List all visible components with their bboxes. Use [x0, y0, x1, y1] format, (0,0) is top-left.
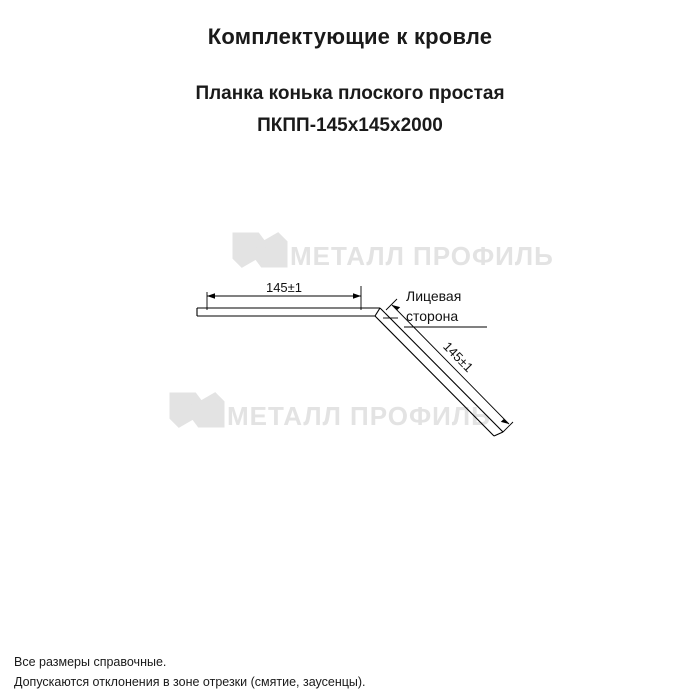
footnote-line-1: Все размеры справочные.: [14, 655, 167, 669]
face-label-line2: сторона: [406, 308, 459, 324]
header-titles: [0, 22, 700, 140]
dimension-top-label: 145±1: [265, 280, 303, 295]
technical-drawing: [0, 170, 700, 500]
page-title: Комплектующие к кровле: [207, 24, 493, 49]
footnote-line-2: Допускаются отклонения в зоне отрезки (смятие, заусенцы).: [14, 675, 366, 689]
product-name: Планка конька плоского простая: [195, 83, 505, 104]
watermark-text: МЕТАЛЛ ПРОФИЛЬ: [290, 241, 554, 271]
watermark-top: [234, 234, 554, 271]
face-label: [404, 288, 487, 327]
drawing-svg: [0, 170, 700, 500]
dimension-diagonal-label: 145±1: [440, 338, 477, 375]
footnotes: [14, 652, 684, 692]
product-code: ПКПП-145х145х2000: [257, 115, 443, 136]
watermark-bottom: [171, 394, 491, 431]
watermark-text-2: МЕТАЛЛ ПРОФИЛЬ: [227, 401, 491, 431]
face-label-line1: Лицевая: [406, 288, 462, 304]
